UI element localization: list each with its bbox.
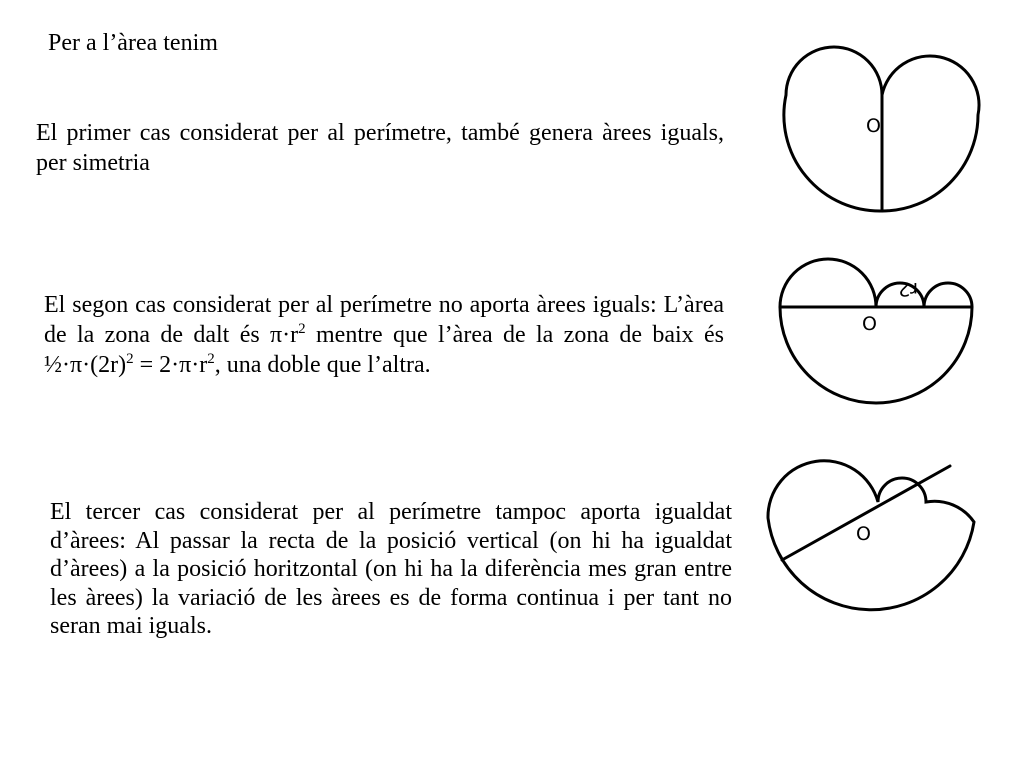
heart-figure-1 bbox=[784, 47, 979, 211]
heart-figures bbox=[760, 40, 1000, 630]
heart-1-center-label: O bbox=[866, 115, 881, 137]
paragraph-second-case bbox=[44, 290, 724, 380]
p2-exponent-2: 2 bbox=[126, 351, 134, 367]
p2-exponent-1: 2 bbox=[298, 321, 306, 337]
p2-text-d: , una doble que l’altra. bbox=[214, 352, 431, 378]
page-title: Per a l’àrea tenim bbox=[48, 30, 218, 56]
heart-3-center-label: O bbox=[856, 523, 871, 545]
heart-2-radius-label: r2 bbox=[898, 278, 918, 300]
p2-text-c: = 2·π·r bbox=[133, 352, 208, 378]
heart-figures-svg bbox=[760, 40, 1000, 630]
p2-text-a: El segon cas considerat per al perímetre no aporta àrees iguals: L’àrea de la zona de dalt és π·r bbox=[44, 292, 724, 348]
heart-figure-3 bbox=[768, 461, 974, 610]
paragraph-first-case: El primer cas considerat per al perímetre, també genera àrees iguals, per simetria bbox=[36, 120, 724, 176]
paragraph-third-case: El tercer cas considerat per al perímetre tampoc aporta igualdat d’àrees: Al passar la recta de la posició vertical (on hi ha igualdat d’àrees) a la posició horitzontal (on hi ha la diferència mes gran entre les àrees) la variació de les àrees es de forma continua i per tant no seran mai iguals. bbox=[50, 499, 732, 639]
p2-text-b: mentre que l’àrea de la zona de baix és ½·π·(2r) bbox=[44, 322, 724, 378]
heart-3-outline bbox=[768, 461, 974, 610]
heart-2-center-label: O bbox=[862, 313, 877, 335]
p2-exponent-3: 2 bbox=[207, 351, 215, 367]
heart-figure-2 bbox=[780, 259, 972, 403]
